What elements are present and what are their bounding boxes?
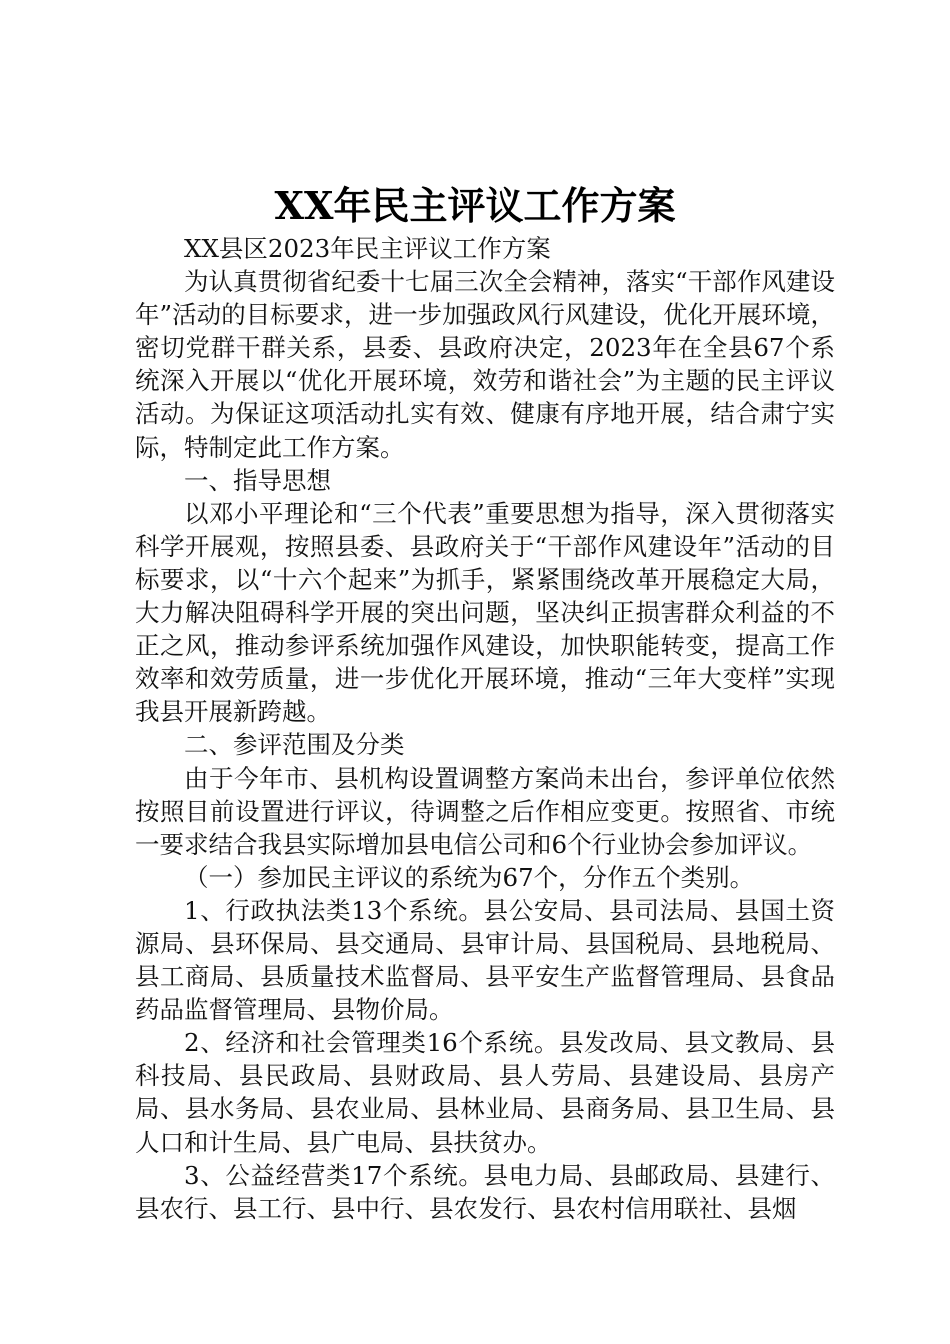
section-heading-guiding-ideology: 一、指导思想 [184, 465, 331, 495]
document-subtitle: XX县区2023年民主评议工作方案 [184, 234, 551, 263]
paragraph-category-1: 1、行政执法类13个系统。县公安局、县司法局、县国土资源局、县环保局、县交通局、县审计局、县国税局、县地税局、县工商局、县质量技术监督局、县平安生产监督管理局、县食品药品监督管理局、县物价局。 [135, 895, 835, 1025]
section-heading-scope: 二、参评范围及分类 [184, 730, 405, 760]
document-title: XX年民主评议工作方案 [274, 183, 676, 228]
paragraph-intro: 为认真贯彻省纪委十七届三次全会精神，落实“干部作风建设年”活动的目标要求，进一步加强政风行风建设，优化开展环境，密切党群干群关系，县委、县政府决定，2023年在全县67个系统深入开展以“优化开展环境，效劳和谐社会”为主题的民主评议活动。为保证这项活动扎实有效、健康有序地开展，结合肃宁实际，特制定此工作方案。 [135, 267, 835, 462]
paragraph-category-3: 3、公益经营类17个系统。县电力局、县邮政局、县建行、县农行、县工行、县中行、县农发行、县农村信用联社、县烟 [135, 1160, 835, 1223]
paragraph-guiding-ideology: 以邓小平理论和“三个代表”重要思想为指导，深入贯彻落实科学开展观，按照县委、县政府关于“干部作风建设年”活动的目标要求，以“十六个起来”为抓手，紧紧围绕改革开展稳定大局，大力解决阻碍科学开展的突出问题，坚决纠正损害群众利益的不正之风，推动参评系统加强作风建设，加快职能转变，提高工作效率和效劳质量，进一步优化开展环境，推动“三年大变样”实现我县开展新跨越。 [135, 498, 835, 727]
paragraph-category-2: 2、经济和社会管理类16个系统。县发改局、县文教局、县科技局、县民政局、县财政局、县人劳局、县建设局、县房产局、县水务局、县农业局、县林业局、县商务局、县卫生局、县人口和计生局、县广电局、县扶贫办。 [135, 1028, 835, 1157]
subsection-heading-categories: （一）参加民主评议的系统为67个，分作五个类别。 [184, 862, 755, 892]
paragraph-scope: 由于今年市、县机构设置调整方案尚未出台，参评单位依然按照目前设置进行评议，待调整之后作相应变更。按照省、市统一要求结合我县实际增加县电信公司和6个行业协会参加评议。 [135, 763, 835, 859]
document-body [135, 232, 835, 1225]
